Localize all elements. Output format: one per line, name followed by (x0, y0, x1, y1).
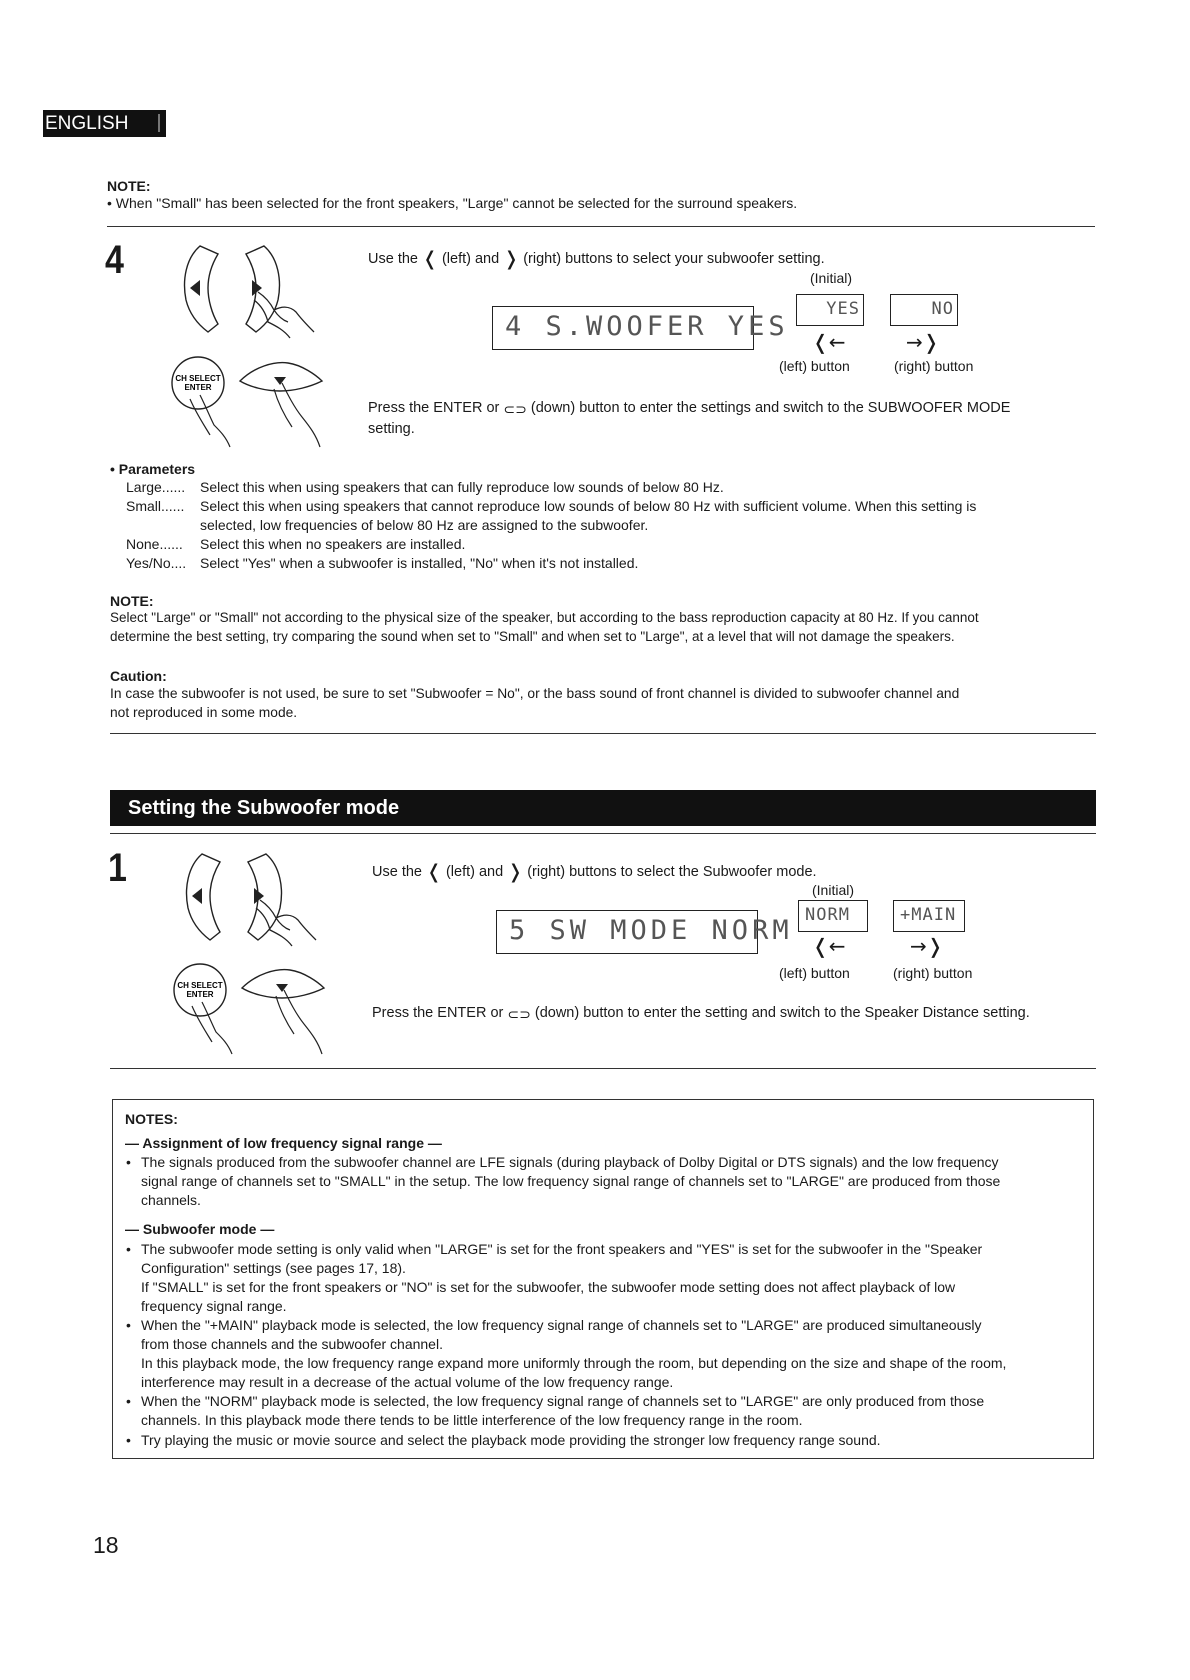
down-button-glyph-icon: ⊂⊃ (507, 1007, 531, 1023)
instr-left: (left) and (445, 864, 504, 880)
instr-right: (right) buttons to select the Subwoofer mode. (527, 864, 817, 880)
param-large (126, 478, 1096, 498)
param-term: Yes/No.... (126, 555, 187, 571)
lcd-display-main: 5 SW MODE NORM (496, 910, 758, 954)
left-arrow-icon: ❬← (812, 934, 846, 958)
instr-right: (right) buttons to select your subwoofer setting. (523, 251, 825, 267)
left-button-glyph-icon: ❬ (422, 248, 438, 270)
lcd-option-left: NORM (798, 900, 868, 932)
notes-title: NOTES: (125, 1111, 178, 1127)
page-number: 18 (93, 1532, 119, 1558)
instr-pre: Use the (368, 251, 418, 267)
cursor-buttons-illustration (178, 240, 328, 340)
notes-line: channels. (141, 1192, 201, 1208)
right-cursor-button-icon (248, 854, 281, 940)
lcd-option-right: NO (890, 294, 958, 326)
language-tag (43, 110, 166, 137)
top-note-text-content: When "Small" has been selected for the front speakers, "Large" cannot be selected for the surround speakers. (115, 195, 798, 211)
notes-sub1-title: — Assignment of low frequency signal range — (125, 1135, 442, 1151)
enter-label-2: ENTER (184, 383, 212, 392)
section-title: Setting the Subwoofer mode (128, 797, 400, 819)
divider (110, 733, 1096, 734)
press-pre: Press the ENTER or (372, 1005, 504, 1021)
notes-box (112, 1099, 1094, 1459)
hand-icons (190, 383, 320, 447)
param-desc-cont: selected, low frequencies of below 80 Hz are assigned to the subwoofer. (200, 517, 649, 533)
step-number: 1 (108, 846, 127, 890)
right-arrow-icon: →❭ (906, 330, 940, 354)
notes-line: channels. In this playback mode there tends to be little interference of the low frequency range in the room. (141, 1412, 803, 1428)
notes-bullet: • When the "NORM" playback mode is selected, the low frequency signal range of channels set to "LARGE" are only produced from those (141, 1392, 984, 1411)
notes-line: from those channels and the subwoofer channel. (141, 1336, 443, 1352)
param-desc: Select this when no speakers are installed. (200, 536, 466, 552)
enter-down-illustration (170, 355, 340, 455)
param-desc: Select this when using speakers that can fully reproduce low sounds of below 80 Hz. (200, 479, 724, 495)
divider (110, 833, 1096, 834)
lcd-display-main: 4 S.WOOFER YES (492, 306, 754, 350)
instr-pre: Use the (372, 864, 422, 880)
press-line1: (down) button to enter the setting and switch to the Speaker Distance setting. (534, 1005, 1030, 1021)
param-term: Small...... (126, 498, 185, 514)
press-line2: setting. (368, 421, 415, 437)
lcd-option-left: YES (796, 294, 864, 326)
press-pre: Press the ENTER or (368, 400, 500, 416)
param-term: Large...... (126, 479, 186, 495)
right-arrow-icon: →❭ (910, 934, 944, 958)
param-small (126, 497, 1096, 537)
step-number: 4 (105, 238, 124, 282)
right-button-glyph-icon: ❭ (503, 248, 520, 270)
section-title-bar (110, 790, 1096, 826)
step4-press (368, 400, 1010, 418)
left-arrow-icon: ❬← (812, 330, 846, 354)
notes-line: interference may result in a decrease of the actual volume of the low frequency range. (141, 1374, 674, 1390)
top-note-text: • When "Small" has been selected for the front speakers, "Large" cannot be selected for the surround speakers. (107, 195, 798, 211)
notes-bullet: • The subwoofer mode setting is only valid when "LARGE" is set for the front speakers and "YES" is set for the subwoofer in the "Speaker (141, 1240, 982, 1259)
param-term: None...... (126, 536, 183, 552)
right-button-label: (right) button (893, 965, 973, 981)
notes-line: If "SMALL" is set for the front speakers or "NO" is set for the subwoofer, the subwoofer mode setting does not affect playback of low (141, 1279, 956, 1295)
pointing-hand-icon (256, 900, 316, 946)
initial-label: (Initial) (810, 270, 853, 286)
enter-label-1: CH SELECT (177, 981, 223, 990)
notes-line: frequency signal range. (141, 1298, 287, 1314)
param-none (126, 535, 1096, 555)
language-tag-text: ENGLISH (45, 113, 129, 134)
left-button-label: (left) button (779, 965, 850, 981)
lcd-option-right: +MAIN (893, 900, 965, 932)
left-cursor-button-icon (187, 854, 220, 940)
caution-line1: In case the subwoofer is not used, be sure to set "Subwoofer = No", or the bass sound of front channel is divided to subwoofer channel and (110, 686, 960, 701)
notes-line: signal range of channels set to "SMALL" in the setup. The low frequency signal range of channels set to "LARGE" are produced from those (141, 1173, 1001, 1189)
caution-line2: not reproduced in some mode. (110, 705, 298, 720)
enter-label-1: CH SELECT (175, 374, 221, 383)
note2-title: NOTE: (110, 593, 154, 609)
step4-instruction (368, 248, 825, 270)
param-desc: Select "Yes" when a subwoofer is installed, "No" when it's not installed. (200, 555, 639, 571)
hand-icons (192, 990, 322, 1054)
enter-button-icon (174, 964, 226, 1016)
notes-bullet: • When the "+MAIN" playback mode is selected, the low frequency signal range of channels set to "LARGE" are produced simultaneously (141, 1316, 982, 1335)
top-note-title: NOTE: (107, 178, 151, 194)
step1-press (372, 1005, 1030, 1023)
parameters-title: • Parameters (110, 461, 196, 477)
notes-line: Configuration" settings (see pages 17, 18). (141, 1260, 406, 1276)
left-button-label: (left) button (779, 358, 850, 374)
right-button-label: (right) button (894, 358, 974, 374)
instr-left: (left) and (441, 251, 500, 267)
cursor-buttons-illustration (180, 848, 330, 948)
notes-line: In this playback mode, the low frequency range expand more uniformly through the room, but depending on the size and shape of the room, (141, 1355, 1007, 1371)
caution-title: Caution: (110, 668, 167, 684)
param-yes-no (126, 554, 1096, 574)
note2-line1: Select "Large" or "Small" not according to the physical size of the speaker, but according to the bass reproduction capacity at 80 Hz. If you cannot (110, 610, 979, 625)
left-button-glyph-icon: ❬ (426, 861, 442, 883)
right-button-glyph-icon: ❭ (507, 861, 524, 883)
press-line1: (down) button to enter the settings and switch to the SUBWOOFER MODE (530, 400, 1011, 416)
left-cursor-button-icon (185, 246, 218, 332)
notes-bullet: • Try playing the music or movie source and select the playback mode providing the stronger low frequency range sound. (141, 1431, 881, 1450)
right-cursor-button-icon (246, 246, 279, 332)
note2-line2: determine the best setting, try comparing the sound when set to "Small" and when set to "Large", at a level that will not damage the speakers. (110, 629, 955, 644)
parameters-title-text: Parameters (118, 461, 196, 477)
tag-edge-mark (158, 114, 160, 132)
down-cursor-button-icon (242, 970, 324, 998)
param-desc: Select this when using speakers that cannot reproduce low sounds of below 80 Hz with sufficient volume. When this setting is (200, 498, 977, 514)
step1-instruction (372, 861, 817, 883)
divider (107, 226, 1095, 227)
notes-sub2-title: — Subwoofer mode — (125, 1221, 275, 1237)
pointing-hand-icon (254, 292, 314, 338)
down-button-glyph-icon: ⊂⊃ (503, 402, 527, 418)
notes-bullet: • The signals produced from the subwoofer channel are LFE signals (during playback of Dolby Digital or DTS signals) and the low frequency (141, 1153, 999, 1172)
down-cursor-button-icon (240, 363, 322, 391)
enter-down-illustration (172, 962, 342, 1062)
enter-label-2: ENTER (186, 990, 214, 999)
enter-button-icon (172, 357, 224, 409)
initial-label: (Initial) (812, 882, 855, 898)
divider (110, 1068, 1096, 1069)
